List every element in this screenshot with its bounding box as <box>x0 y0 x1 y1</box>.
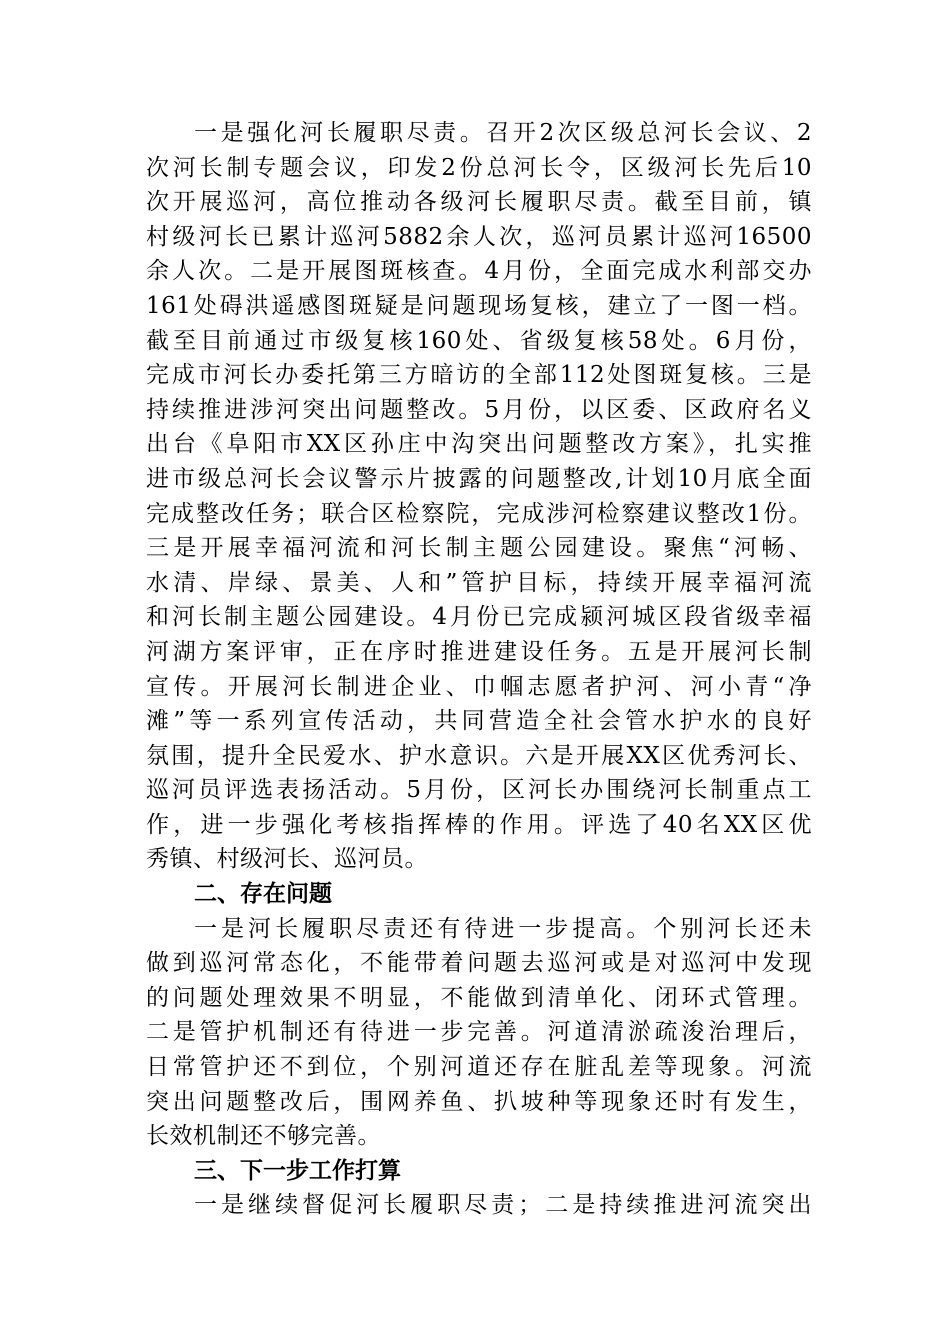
text-line: 滩”等一系列宣传活动，共同营造全社会管水护水的良好 <box>146 708 812 735</box>
paragraph-work-progress <box>146 116 812 877</box>
text-line: 河湖方案评审，正在序时推进建设任务。五是开展河长制 <box>146 638 812 665</box>
text-line: 二是管护机制还有待进一步完善。河道清淤疏浚治理后， <box>146 1019 812 1046</box>
document-body <box>146 116 812 1223</box>
text-line: 一是强化河长履职尽责。召开2次区级总河长会议、2 <box>194 120 812 146</box>
text-line: 秀镇、村级河长、巡河员。 <box>146 846 428 873</box>
text-line: 截至目前通过市级复核160处、省级复核58处。6月份， <box>146 327 812 354</box>
section-heading-next-steps: 三、下一步工作打算 <box>194 1157 401 1184</box>
text-line: 日常管护还不到位，个别河道还存在脏乱差等现象。河流 <box>146 1054 812 1081</box>
text-line: 长效机制还不够完善。 <box>146 1123 381 1150</box>
text-line: 三是开展幸福河流和河长制主题公园建设。聚焦“河畅、 <box>146 535 812 562</box>
text-line: 氛围，提升全民爱水、护水意识。六是开展XX区优秀河长、 <box>146 742 812 769</box>
text-line: 进市级总河长会议警示片披露的问题整改,计划10月底全面 <box>146 465 812 492</box>
text-line: 完成整改任务；联合区检察院，完成涉河检察建议整改1份。 <box>146 500 812 527</box>
text-line: 村级河长已累计巡河5882余人次，巡河员累计巡河16500 <box>146 223 812 250</box>
text-line: 做到巡河常态化，不能带着问题去巡河或是对巡河中发现 <box>146 950 812 977</box>
text-line: 水清、岸绿、景美、人和”管护目标，持续开展幸福河流 <box>146 569 812 596</box>
text-line: 一是河长履职尽责还有待进一步提高。个别河长还未 <box>194 915 812 942</box>
text-line: 完成市河长办委托第三方暗访的全部112处图斑复核。三是 <box>146 362 812 389</box>
paragraph-problems <box>146 912 812 1154</box>
text-line: 持续推进涉河突出问题整改。5月份，以区委、区政府名义 <box>146 396 812 423</box>
section-heading-problems: 二、存在问题 <box>194 881 332 908</box>
text-line: 作，进一步强化考核指挥棒的作用。评选了40名XX区优 <box>146 811 812 838</box>
text-line: 巡河员评选表扬活动。5月份，区河长办围绕河长制重点工 <box>146 777 812 804</box>
text-line: 161处碍洪遥感图斑疑是问题现场复核，建立了一图一档。 <box>146 292 812 319</box>
text-line: 余人次。二是开展图斑核查。4月份，全面完成水利部交办 <box>146 258 812 285</box>
text-line: 出台《阜阳市XX区孙庄中沟突出问题整改方案》，扎实推 <box>146 431 812 458</box>
text-line: 次河长制专题会议，印发2份总河长令，区级河长先后10 <box>146 154 812 181</box>
text-line: 宣传。开展河长制进企业、巾帼志愿者护河、河小青“净 <box>146 673 812 700</box>
text-line: 的问题处理效果不明显，不能做到清单化、闭环式管理。 <box>146 984 812 1011</box>
text-line: 次开展巡河，高位推动各级河长履职尽责。截至目前，镇 <box>146 189 812 216</box>
text-line: 和河长制主题公园建设。4月份已完成颍河城区段省级幸福 <box>146 604 812 631</box>
text-line: 一是继续督促河长履职尽责；二是持续推进河流突出 <box>194 1192 812 1219</box>
paragraph-next-steps <box>146 1188 812 1223</box>
text-line: 突出问题整改后，围网养鱼、扒坡种等现象还时有发生， <box>146 1088 812 1115</box>
